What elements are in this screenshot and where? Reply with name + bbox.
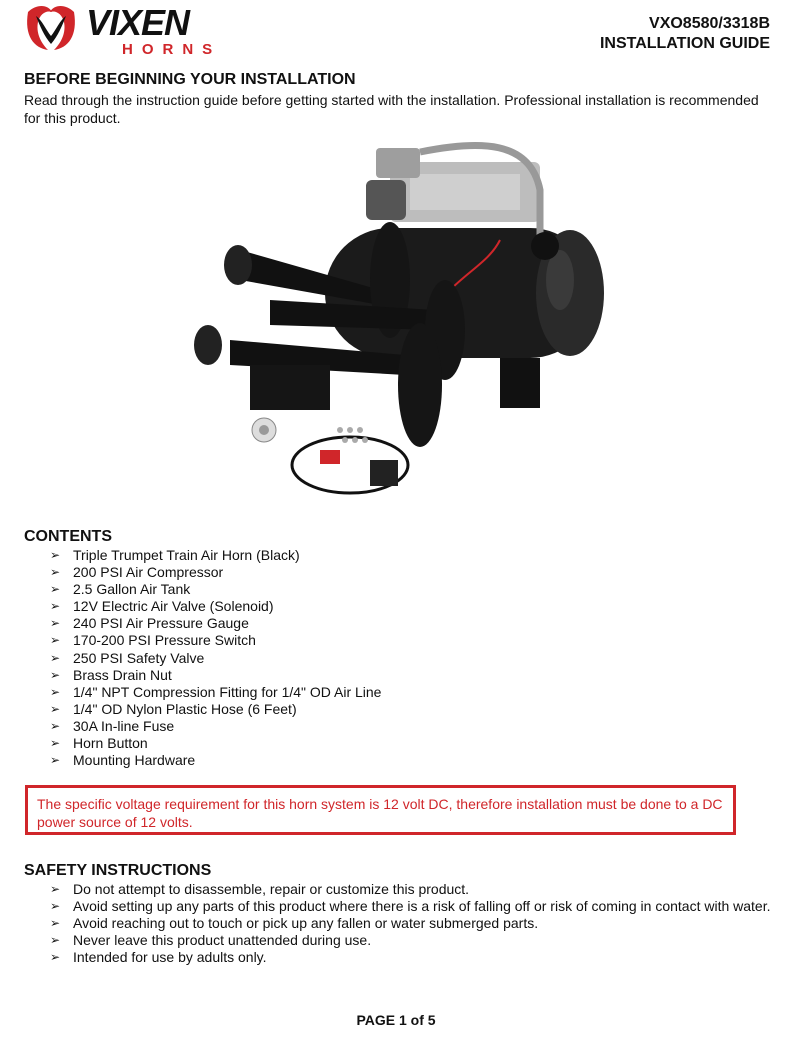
list-item-text: Horn Button [73,735,148,752]
contents-list [50,547,381,769]
list-item-text: 250 PSI Safety Valve [73,649,205,666]
arrow-bullet-icon: ➢ [50,633,61,648]
list-item [50,752,381,769]
document-title: INSTALLATION GUIDE [599,35,770,52]
list-item-text: Mounting Hardware [73,752,196,769]
list-item-text: 30A In-line Fuse [73,717,175,734]
list-item-text: 2.5 Gallon Air Tank [73,581,191,598]
list-item [50,650,381,667]
list-item-text: 200 PSI Air Compressor [73,564,224,581]
list-item [50,564,381,581]
arrow-bullet-icon: ➢ [50,736,61,751]
arrow-bullet-icon: ➢ [50,882,61,896]
contents-heading: CONTENTS [24,528,112,545]
vixen-horns-logo [22,2,242,58]
document-id [600,14,770,54]
safety-heading: SAFETY INSTRUCTIONS [24,862,212,879]
list-item-text: Do not attempt to disassemble, repair or customize this product. [73,881,470,897]
list-item-text: 1/4" OD Nylon Plastic Hose (6 Feet) [73,700,297,717]
arrow-bullet-icon: ➢ [50,650,61,665]
page-number: PAGE 1 of 5 [356,1012,436,1028]
list-item-text: Avoid setting up any parts of this product where there is a risk of falling off or risk of coming in contact with water. [73,898,771,915]
product-photo [180,130,620,510]
list-item [50,632,381,649]
before-text: Read through the instruction guide before getting started with the installation. Professional installation is recommended for this product. [24,92,759,126]
arrow-bullet-icon: ➢ [50,899,61,914]
list-item [50,881,771,898]
arrow-bullet-icon: ➢ [50,599,61,614]
arrow-bullet-icon: ➢ [50,950,61,965]
list-item [50,615,381,632]
arrow-bullet-icon: ➢ [50,933,61,948]
arrow-bullet-icon: ➢ [50,701,61,716]
list-item [50,898,771,915]
list-item [50,915,771,932]
list-item [50,718,381,735]
safety-list [50,881,771,966]
list-item-text: Brass Drain Nut [73,666,172,683]
arrow-bullet-icon: ➢ [50,565,61,580]
arrow-bullet-icon: ➢ [50,667,61,682]
arrow-bullet-icon: ➢ [50,616,61,631]
list-item [50,684,381,701]
list-item [50,581,381,598]
before-heading: BEFORE BEGINNING YOUR INSTALLATION [24,71,356,88]
arrow-bullet-icon: ➢ [50,718,61,733]
arrow-bullet-icon: ➢ [50,916,61,931]
arrow-bullet-icon: ➢ [50,684,61,699]
voltage-notice: The specific voltage requirement for this horn system is 12 volt DC, therefore installation must be done to a DC power source of 12 volts. [25,785,736,835]
list-item-text: Intended for use by adults only. [73,949,267,966]
list-item-text: Never leave this product unattended during use. [73,932,372,949]
arrow-bullet-icon: ➢ [50,753,61,768]
list-item [50,932,771,949]
list-item-text: Avoid reaching out to touch or pick up any fallen or water submerged parts. [73,915,539,932]
list-item [50,667,381,684]
model-number: VXO8580/3318B [649,15,770,32]
arrow-bullet-icon: ➢ [50,548,61,562]
list-item-text: 12V Electric Air Valve (Solenoid) [73,598,274,615]
logo-wordmark: VIXEN [86,2,190,43]
list-item [50,701,381,718]
list-item-text: 170-200 PSI Pressure Switch [73,632,256,649]
list-item-text: 240 PSI Air Pressure Gauge [73,615,249,632]
list-item [50,949,771,966]
list-item-text: 1/4" NPT Compression Fitting for 1/4" OD Air Line [73,683,382,700]
list-item-text: Triple Trumpet Train Air Horn (Black) [73,547,300,563]
list-item [50,547,381,564]
list-item [50,598,381,615]
arrow-bullet-icon: ➢ [50,582,61,597]
list-item [50,735,381,752]
logo-subtitle: HORNS [122,41,222,58]
